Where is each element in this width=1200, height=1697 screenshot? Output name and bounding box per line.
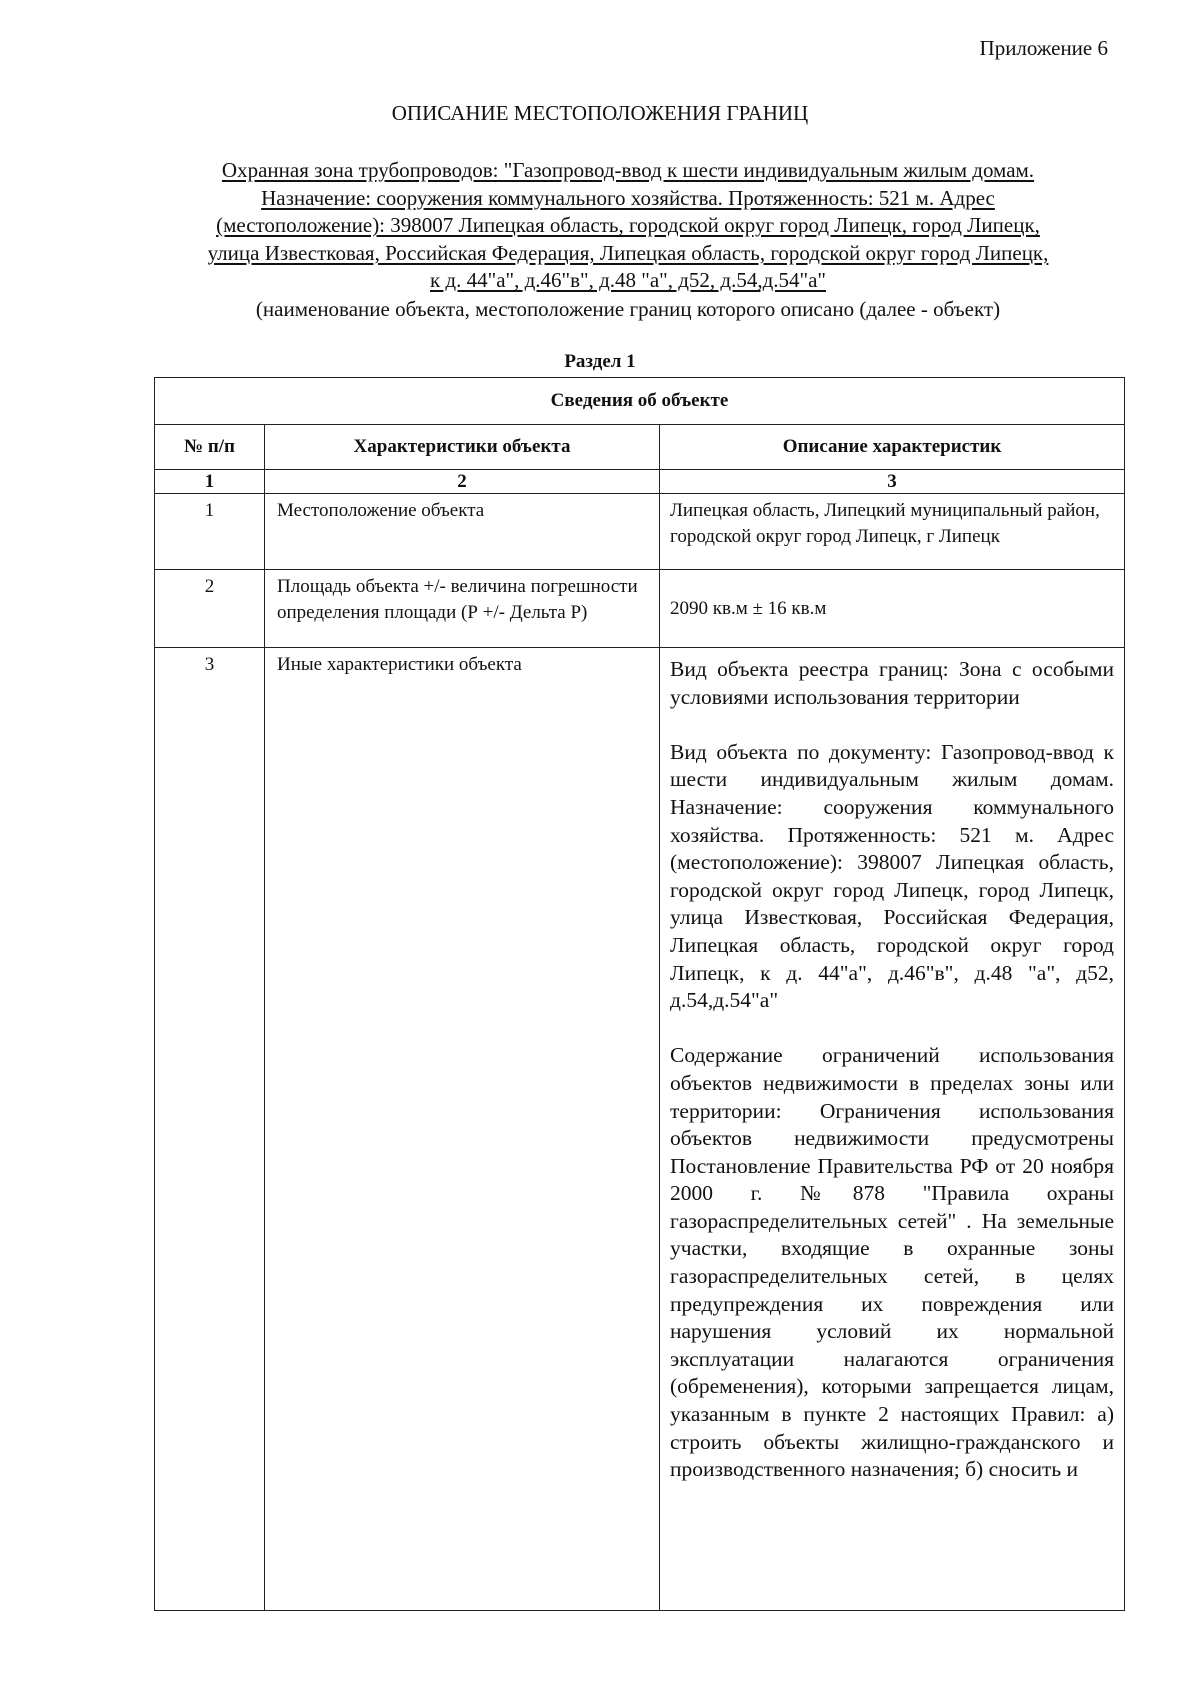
document-title: ОПИСАНИЕ МЕСТОПОЛОЖЕНИЯ ГРАНИЦ (391, 101, 809, 125)
object-info-table (154, 377, 1125, 1611)
object-name-line: (местоположение): 398007 Липецкая область, городской округ город Липецк, город Липецк, (216, 213, 1040, 237)
column-header: Характеристики объекта (265, 425, 660, 470)
appendix-label: Приложение 6 (979, 36, 1108, 60)
row-number: 3 (155, 648, 265, 1611)
object-name-line: к д. 44"а", д.46"в", д.48 "а", д52, д.54,д.54"а" (429, 268, 827, 292)
description-paragraph: Вид объекта по документу: Газопровод-ввод к шести индивидуальным жилым домам. Назначение: сооружения коммунального хозяйства. Протяженность: 521 м. Адрес (местоположение): 398007 Липецкая область, городской округ город Липецк, город Липецк, улица Известковая, Российская Федерация, Липецкая область, городской округ город Липецк, к д. 44"а", д.46"в", д.48 "а", д52, д.54,д.54"а" (670, 739, 1114, 1013)
table-row (155, 494, 1125, 570)
column-number: 2 (265, 470, 660, 494)
column-number-row (155, 470, 1125, 494)
description-paragraph: Вид объекта реестра границ: Зона с особыми условиями использования территории (670, 657, 1114, 709)
row-characteristic: Местоположение объекта (265, 494, 660, 570)
row-description: Липецкая область, Липецкий муниципальный район, городской округ город Липецк, г Липецк (660, 494, 1125, 570)
object-name-line: улица Известковая, Российская Федерация, Липецкая область, городской округ город Липецк, (207, 240, 1049, 265)
object-name-line: Охранная зона трубопроводов: "Газопровод-ввод к шести индивидуальным жилым домам. (221, 158, 1035, 182)
object-caption: (наименование объекта, местоположение границ которого описано (далее - объект) (255, 297, 1001, 321)
column-number: 3 (660, 470, 1125, 494)
row-description: 2090 кв.м ± 16 кв.м (660, 570, 1125, 648)
object-name-line: Назначение: сооружения коммунального хозяйства. Протяженность: 521 м. Адрес (261, 185, 995, 210)
object-name (140, 157, 1116, 295)
row-characteristic: Иные характеристики объекта (265, 648, 660, 1611)
table-row (155, 570, 1125, 648)
row-number: 2 (155, 570, 265, 648)
table-header-row (155, 425, 1125, 470)
table-title-row (155, 378, 1125, 425)
row-characteristic: Площадь объекта +/- величина погрешности определения площади (Р +/- Дельта Р) (265, 570, 660, 648)
section-title: Раздел 1 (564, 351, 636, 372)
table-row (155, 648, 1125, 1611)
row-number: 1 (155, 494, 265, 570)
column-header: № п/п (155, 425, 265, 470)
description-paragraph: Содержание ограничений использования объектов недвижимости в пределах зоны или территории: Ограничения использования объектов недвижимости предусмотрены Постановление Правительства РФ от 20 ноября 2000 г. №878 "Правила охраны газораспределительных сетей" . На земельные участки, входящие в охранные зоны газораспределительных сетей, в целях предупреждения их повреждения или нарушения условий их нормальной эксплуатации налагаются ограничения (обременения), которыми запрещается лицам, указанным в пункте 2 настоящих Правил: а) строить объекты жилищно-гражданского и производственного назначения; б) сносить и (670, 1043, 1114, 1482)
column-header: Описание характеристик (660, 425, 1125, 470)
row-description (660, 648, 1125, 1611)
table-title: Сведения об объекте (155, 378, 1125, 425)
column-number: 1 (155, 470, 265, 494)
